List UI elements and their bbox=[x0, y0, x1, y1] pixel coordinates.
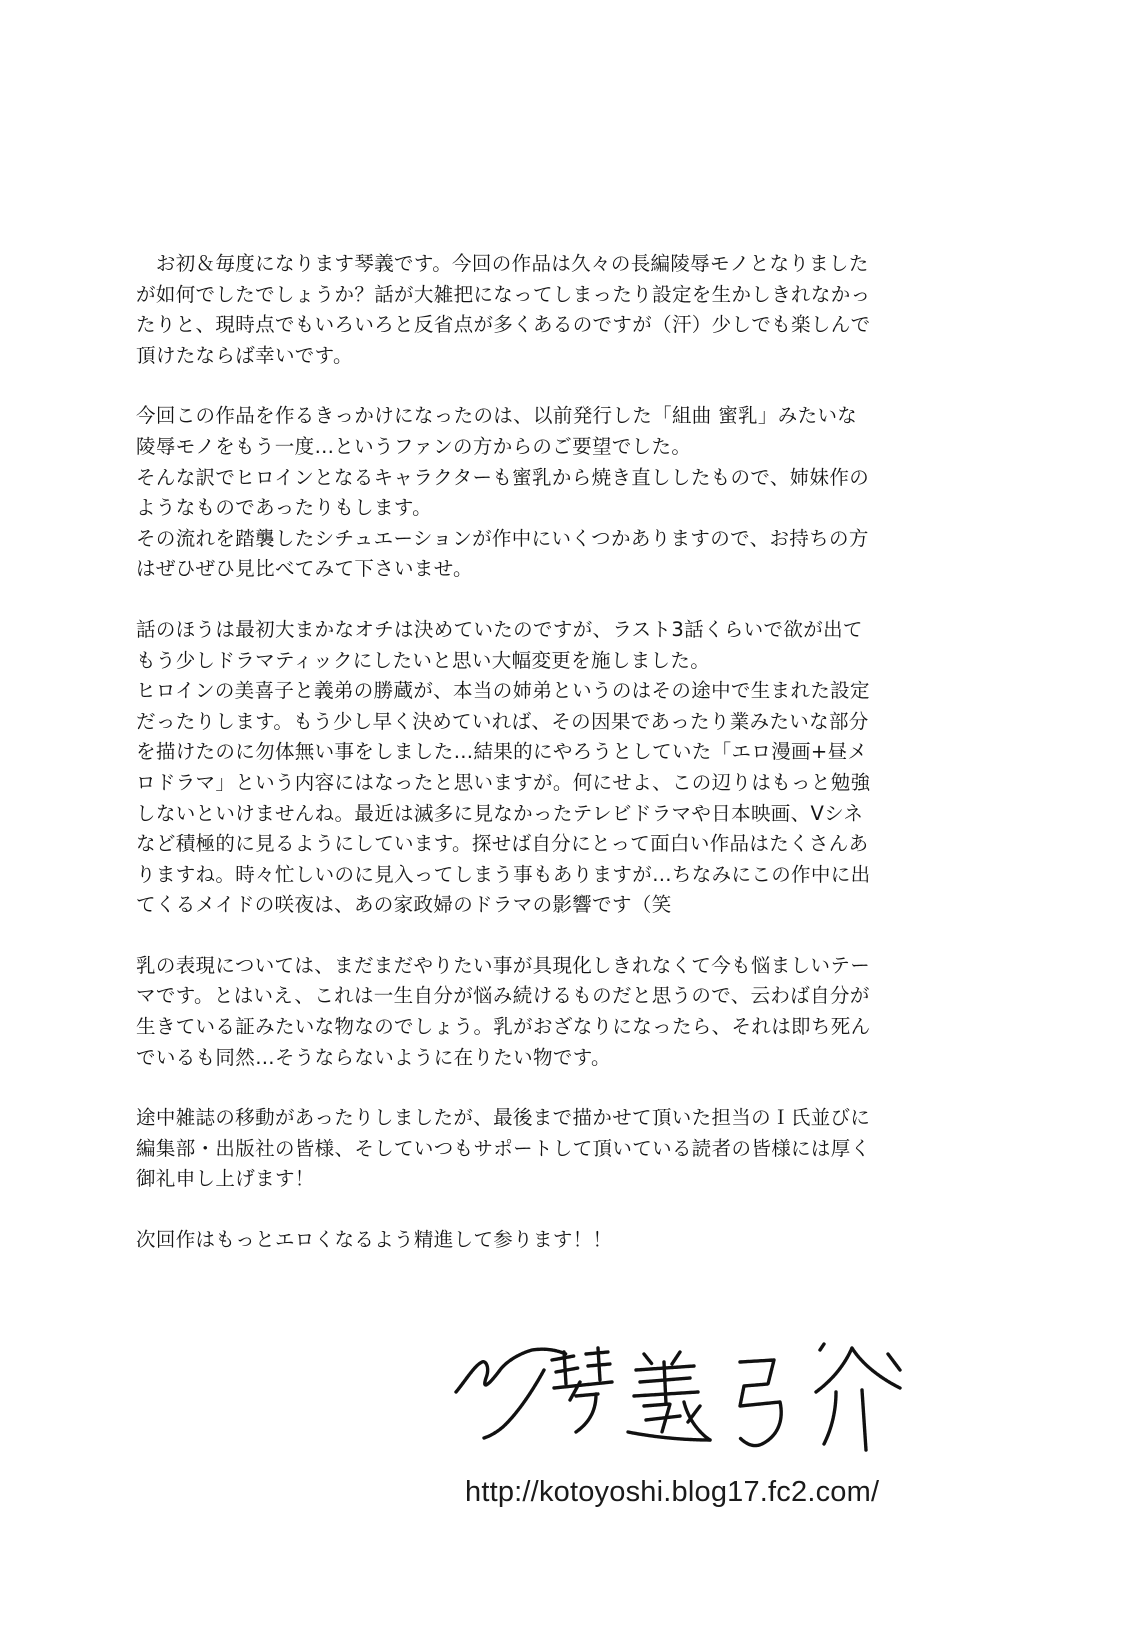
text-line: 編集部・出版社の皆様、そしていつもサポートして頂いている読者の皆様には厚く bbox=[136, 1136, 871, 1160]
text-line: 次回作はもっとエロくなるよう精進して参ります！！ bbox=[136, 1228, 613, 1252]
text-line: を描けたのに勿体無い事をしました…結果的にやろうとしていた「エロ漫画+昼メ bbox=[136, 740, 868, 764]
text-line: 陵辱モノをもう一度…というファンの方からのご要望でした。 bbox=[136, 434, 692, 458]
afterword-paragraph bbox=[136, 249, 936, 371]
text-line: はぜひぜひ見比べてみて下さいませ。 bbox=[136, 557, 473, 581]
text-line: 乳の表現については、まだまだやりたい事が具現化しきれなくて今も悩ましいテー bbox=[136, 953, 871, 977]
text-line: その流れを踏襲したシチュエーションが作中にいくつかありますので、お持ちの方 bbox=[136, 526, 869, 550]
text-line: ようなものであったりもします。 bbox=[136, 496, 432, 520]
text-line: 御礼申し上げます！ bbox=[136, 1167, 315, 1191]
text-line: 途中雑誌の移動があったりしましたが、最後まで描かせて頂いた担当のＩ氏並びに bbox=[136, 1106, 871, 1130]
text-line: りますね。時々忙しいのに見入ってしまう事もありますが…ちなみにこの作中に出 bbox=[136, 862, 871, 886]
afterword-text bbox=[136, 249, 936, 1286]
text-line: 話のほうは最初大まかなオチは決めていたのですが、ラスト3話くらいで欲が出て bbox=[136, 617, 863, 641]
text-line: ヒロインの美喜子と義弟の勝蔵が、本当の姉弟というのはその途中で生まれた設定 bbox=[136, 679, 870, 703]
text-line: だったりします。もう少し早く決めていれば、その因果であったり業みたいな部分 bbox=[136, 709, 869, 733]
text-line: 生きている証みたいな物なのでしょう。乳がおざなりになったら、それは即ち死ん bbox=[136, 1015, 871, 1039]
author-website-url: http://kotoyoshi.blog17.fc2.com/ bbox=[465, 1476, 880, 1508]
signature-drawing bbox=[448, 1340, 928, 1460]
text-line: そんな訳でヒロインとなるキャラクターも蜜乳から焼き直ししたもので、姉妹作の bbox=[136, 465, 870, 489]
text-line: しないといけませんね。最近は滅多に見なかったテレビドラマや日本映画、Vシネ bbox=[136, 801, 864, 825]
text-line: たりと、現時点でもいろいろと反省点が多くあるのですが（汗）少しでも楽しんで bbox=[136, 313, 871, 337]
afterword-paragraph bbox=[136, 1225, 936, 1256]
text-line: お初＆毎度になります琴義です。今回の作品は久々の長編陵辱モノとなりました bbox=[136, 252, 869, 275]
afterword-paragraph bbox=[136, 1103, 936, 1195]
text-line: マです。とはいえ、これは一生自分が悩み続けるものだと思うので、云わば自分が bbox=[136, 984, 870, 1008]
text-line: など積極的に見るようにしています。探せば自分にとって面白い作品はたくさんあ bbox=[136, 832, 869, 856]
text-line: もう少しドラマティックにしたいと思い大幅変更を施しました。 bbox=[136, 648, 711, 672]
afterword-paragraph bbox=[136, 615, 936, 921]
text-line: てくるメイドの咲夜は、あの家政婦のドラマの影響です（笑 bbox=[136, 893, 672, 917]
afterword-paragraph bbox=[136, 401, 936, 585]
text-line: 今回この作品を作るきっかけになったのは、以前発行した「組曲 蜜乳」みたいな bbox=[136, 404, 858, 428]
text-line: が如何でしたでしょうか？話が大雑把になってしまったり設定を生かしきれなかっ bbox=[136, 282, 871, 306]
text-line: 頂けたならば幸いです。 bbox=[136, 343, 353, 367]
text-line: ロドラマ」という内容にはなったと思いますが。何にせよ、この辺りはもっと勉強 bbox=[136, 770, 871, 794]
handwritten-signature-icon bbox=[448, 1340, 928, 1460]
text-line: でいるも同然…そうならないように在りたい物です。 bbox=[136, 1045, 611, 1069]
afterword-paragraph bbox=[136, 951, 936, 1073]
